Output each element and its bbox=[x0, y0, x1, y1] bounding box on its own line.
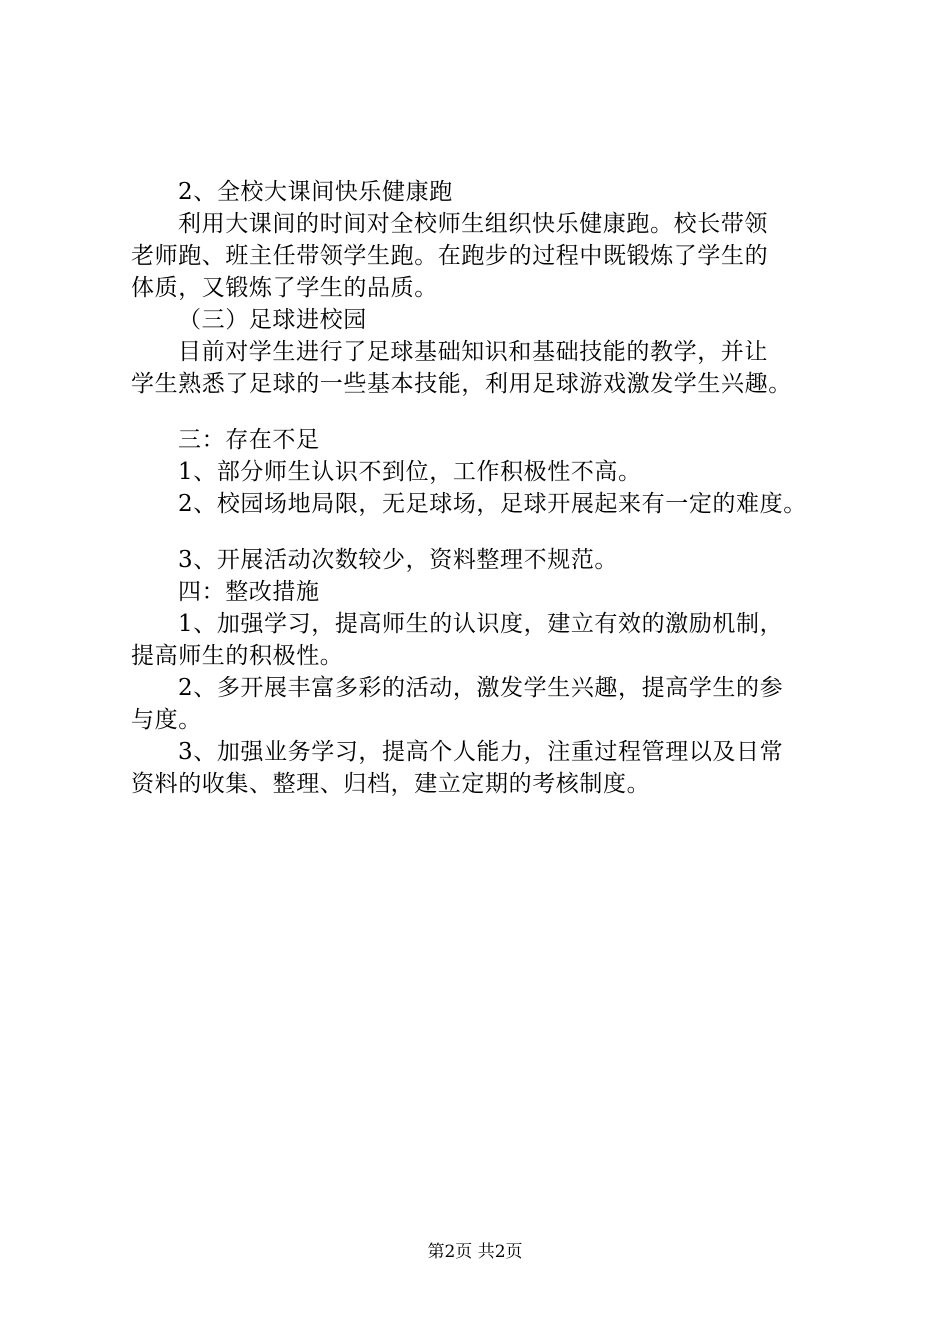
list-item-continuation: 资料的收集、整理、归档，建立定期的考核制度。 bbox=[131, 771, 651, 797]
section-heading-shortcomings: 三：存在不足 bbox=[178, 427, 320, 453]
list-item-continuation: 与度。 bbox=[131, 707, 202, 733]
list-item-continuation: 提高师生的积极性。 bbox=[131, 643, 344, 669]
paragraph-line: 老师跑、班主任带领学生跑。在跑步的过程中既锻炼了学生的 bbox=[131, 243, 769, 269]
paragraph-line: 学生熟悉了足球的一些基本技能，利用足球游戏激发学生兴趣。 bbox=[131, 371, 792, 397]
subheading-football: （三）足球进校园 bbox=[178, 307, 367, 333]
paragraph-line: 利用大课间的时间对全校师生组织快乐健康跑。校长带领 bbox=[178, 211, 768, 237]
list-item: 2、多开展丰富多彩的活动，激发学生兴趣，提高学生的参 bbox=[178, 675, 784, 701]
list-item: 3、加强业务学习，提高个人能力，注重过程管理以及日常 bbox=[178, 739, 784, 765]
subheading-health-run: 2、全校大课间快乐健康跑 bbox=[178, 179, 453, 205]
list-item: 1、加强学习，提高师生的认识度，建立有效的激励机制， bbox=[178, 611, 784, 637]
list-item: 1、部分师生认识不到位，工作积极性不高。 bbox=[178, 459, 642, 485]
list-item: 3、开展活动次数较少，资料整理不规范。 bbox=[178, 547, 619, 573]
section-heading-measures: 四：整改措施 bbox=[178, 579, 320, 605]
page-number-footer: 第2页 共2页 bbox=[427, 1242, 523, 1262]
list-item: 2、校园场地局限，无足球场，足球开展起来有一定的难度。 bbox=[178, 491, 807, 517]
paragraph-line: 目前对学生进行了足球基础知识和基础技能的教学，并让 bbox=[178, 339, 768, 365]
paragraph-line: 体质，又锻炼了学生的品质。 bbox=[131, 275, 438, 301]
